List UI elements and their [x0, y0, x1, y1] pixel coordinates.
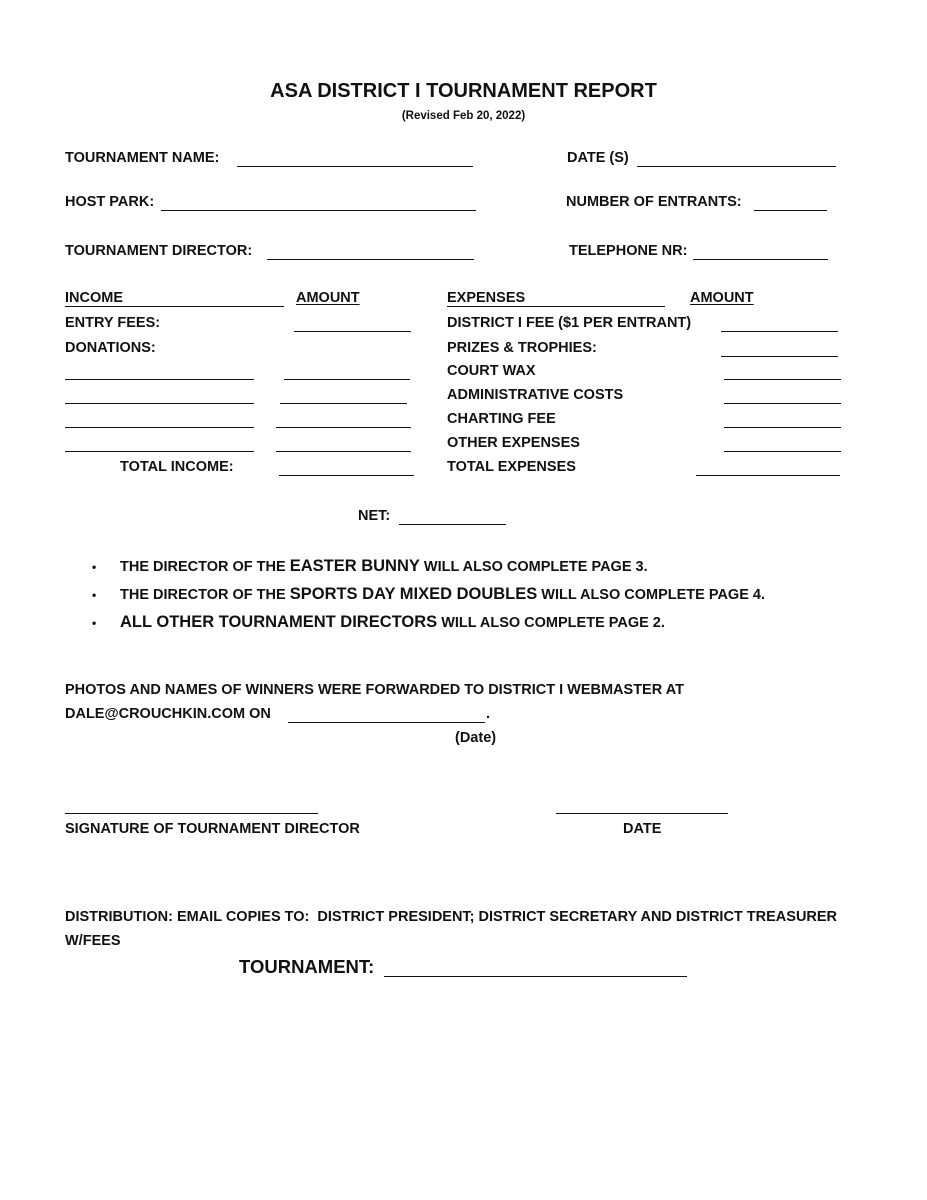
income-row-label: ENTRY FEES: — [65, 315, 161, 331]
total-expenses-field[interactable] — [696, 475, 840, 476]
income-blank-label-field[interactable] — [65, 451, 254, 452]
telephone-label: TELEPHONE NR: — [569, 243, 688, 259]
expense-amount-field[interactable] — [724, 379, 841, 380]
expense-row-label: DISTRICT I FEE ($1 PER ENTRANT) — [447, 315, 692, 331]
telephone-field[interactable] — [693, 259, 828, 260]
income-amount-field[interactable] — [276, 427, 411, 428]
signature-date-field[interactable] — [556, 813, 728, 814]
dates-label: DATE (S) — [567, 150, 629, 166]
host-park-label: HOST PARK: — [65, 194, 155, 210]
expense-amount-field[interactable] — [724, 427, 841, 428]
instruction-item: ALL OTHER TOURNAMENT DIRECTORS WILL ALSO COMPLETE PAGE 2. — [120, 613, 665, 631]
income-amount-field[interactable] — [284, 379, 410, 380]
page-title: ASA DISTRICT I TOURNAMENT REPORT — [270, 80, 657, 102]
forwarded-date-field[interactable] — [288, 722, 485, 723]
expense-amount-field[interactable] — [721, 356, 838, 357]
expense-row-label: COURT WAX — [447, 363, 536, 379]
expenses-header-underline — [447, 306, 665, 307]
expenses-amount-header: AMOUNT — [690, 290, 754, 306]
director-field[interactable] — [267, 259, 474, 260]
expense-row-label: ADMINISTRATIVE COSTS — [447, 387, 624, 403]
income-row-label: DONATIONS: — [65, 340, 156, 356]
income-blank-label-field[interactable] — [65, 427, 254, 428]
entrants-label: NUMBER OF ENTRANTS: — [566, 194, 742, 210]
dates-field[interactable] — [637, 166, 836, 167]
net-label: NET: — [358, 508, 391, 524]
bullet-icon: • — [92, 588, 97, 602]
date-caption: (Date) — [455, 730, 497, 746]
instruction-item: THE DIRECTOR OF THE SPORTS DAY MIXED DOUBLES WILL ALSO COMPLETE PAGE 4. — [120, 585, 765, 603]
income-amount-field[interactable] — [294, 331, 411, 332]
webmaster-email: DALE@CROUCHKIN.COM ON — [65, 706, 271, 722]
signature-date-label: DATE — [623, 821, 662, 837]
tournament-name-field[interactable] — [237, 166, 473, 167]
director-label: TOURNAMENT DIRECTOR: — [65, 243, 253, 259]
expense-row-label: OTHER EXPENSES — [447, 435, 580, 451]
tournament-name-label: TOURNAMENT NAME: — [65, 150, 220, 166]
instruction-item: THE DIRECTOR OF THE EASTER BUNNY WILL ALSO COMPLETE PAGE 3. — [120, 557, 648, 575]
period: . — [486, 706, 491, 722]
expense-amount-field[interactable] — [721, 331, 838, 332]
income-amount-field[interactable] — [276, 451, 411, 452]
signature-field[interactable] — [65, 813, 318, 814]
total-income-label: TOTAL INCOME: — [120, 459, 234, 475]
distribution-note: DISTRIBUTION: EMAIL COPIES TO: DISTRICT PRESIDENT; DISTRICT SECRETARY AND DISTRICT TREASURER — [65, 909, 838, 925]
footer-tournament-field[interactable] — [384, 976, 687, 977]
net-field[interactable] — [399, 524, 506, 525]
expense-row-label: PRIZES & TROPHIES: — [447, 340, 597, 356]
income-blank-label-field[interactable] — [65, 379, 254, 380]
photos-statement: PHOTOS AND NAMES OF WINNERS WERE FORWARDED TO DISTRICT I WEBMASTER AT — [65, 682, 684, 698]
income-amount-field[interactable] — [280, 403, 407, 404]
income-header: INCOME — [65, 290, 123, 306]
revision-note: (Revised Feb 20, 2022) — [401, 110, 526, 122]
expense-row-label: CHARTING FEE — [447, 411, 556, 427]
distribution-note-cont: W/FEES — [65, 933, 121, 949]
signature-label: SIGNATURE OF TOURNAMENT DIRECTOR — [65, 821, 360, 837]
bullet-icon: • — [92, 616, 97, 630]
footer-tournament-label: TOURNAMENT: — [239, 956, 375, 977]
expense-amount-field[interactable] — [724, 403, 841, 404]
expenses-header: EXPENSES — [447, 290, 526, 306]
income-blank-label-field[interactable] — [65, 403, 254, 404]
income-header-underline — [65, 306, 284, 307]
host-park-field[interactable] — [161, 210, 476, 211]
entrants-field[interactable] — [754, 210, 827, 211]
total-expenses-label: TOTAL EXPENSES — [447, 459, 576, 475]
expense-amount-field[interactable] — [724, 451, 841, 452]
bullet-icon: • — [92, 560, 97, 574]
total-income-field[interactable] — [279, 475, 414, 476]
income-amount-header: AMOUNT — [296, 290, 360, 306]
